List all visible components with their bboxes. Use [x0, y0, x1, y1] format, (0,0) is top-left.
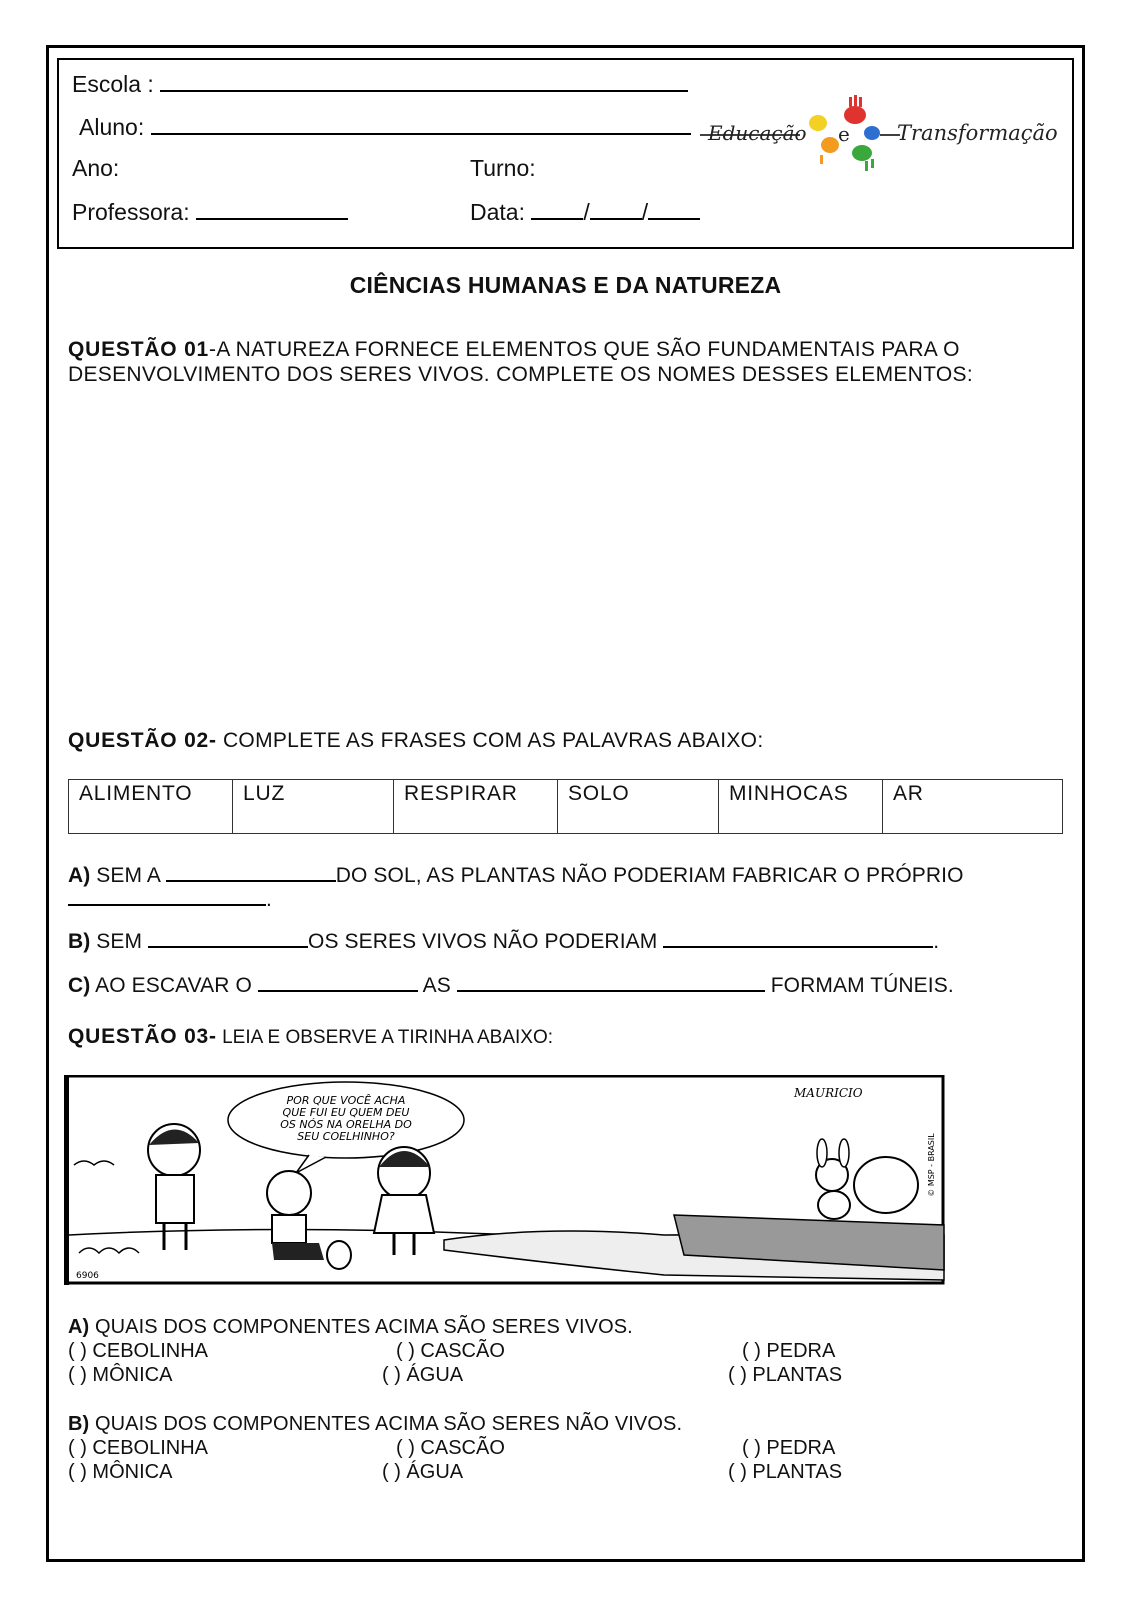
q3-a-option-cebolinha[interactable]: ( ) CEBOLINHA — [68, 1340, 209, 1362]
word-bank-row — [69, 780, 1063, 834]
q3-item-b — [68, 1413, 682, 1436]
shift-label: Turno: — [470, 155, 536, 181]
q3-a-label: A) — [68, 1316, 90, 1338]
logo-text-mid: e — [838, 122, 850, 146]
school-field[interactable] — [72, 70, 688, 98]
word-cell: RESPIRAR — [394, 780, 558, 834]
q2-a-label: A) — [68, 864, 91, 887]
q1-label: QUESTÃO 01 — [68, 338, 210, 361]
word-bank-table — [68, 779, 1063, 834]
comic-signature: MAURICIO — [794, 1086, 863, 1100]
logo-text-left: Educação — [708, 121, 807, 145]
q3-text: LEIA E OBSERVE A TIRINHA ABAIXO: — [216, 1027, 554, 1048]
q2-a-end: . — [266, 888, 272, 911]
q3-label: QUESTÃO 03- — [68, 1025, 217, 1048]
q3-b-option-plantas[interactable]: ( ) PLANTAS — [728, 1461, 843, 1483]
q3-a-text: QUAIS DOS COMPONENTES ACIMA SÃO SERES VIVOS. — [89, 1316, 633, 1338]
q2-a-text: DO SOL, AS PLANTAS NÃO PODERIAM FABRICAR O PRÓPRIO — [335, 864, 964, 887]
speech-line: QUE FUI EU QUEM DEU — [282, 1106, 410, 1119]
teacher-label: Professora: — [72, 199, 190, 225]
q2-c-blank-1[interactable] — [258, 970, 418, 992]
q2-c-blank-2[interactable] — [457, 970, 765, 992]
q3-item-a — [68, 1316, 633, 1339]
date-slash: / — [583, 199, 590, 225]
comic-strip — [64, 1075, 964, 1285]
speech-line: OS NÓS NA ORELHA DO — [280, 1118, 412, 1131]
q2-item-a-cont — [68, 884, 272, 912]
q2-item-c — [68, 970, 954, 998]
q2-label: QUESTÃO 02- — [68, 729, 217, 752]
question-02 — [68, 728, 763, 753]
q2-b-end: . — [933, 930, 940, 953]
q3-a-option-cascao[interactable]: ( ) CASCÃO — [396, 1340, 505, 1362]
comic-copyright: © MSP - BRASIL — [927, 1133, 936, 1197]
q2-b-text: SEM — [90, 930, 143, 953]
teacher-blank[interactable] — [196, 198, 348, 220]
speech-line: SEU COELHINHO? — [297, 1130, 395, 1143]
date-day-blank[interactable] — [531, 198, 583, 220]
rock — [854, 1157, 918, 1213]
comic-number: 6906 — [76, 1271, 99, 1281]
q3-b-option-cebolinha[interactable]: ( ) CEBOLINHA — [68, 1437, 209, 1459]
q2-b-label: B) — [68, 930, 91, 953]
q2-c-label: C) — [68, 974, 91, 997]
student-field[interactable] — [79, 113, 691, 141]
q2-b-blank-1[interactable] — [148, 926, 308, 948]
date-month-blank[interactable] — [590, 198, 642, 220]
q2-a-text: SEM A — [90, 864, 160, 887]
question-01 — [68, 337, 1028, 387]
student-label: Aluno: — [79, 114, 145, 140]
date-label: Data: — [470, 199, 525, 225]
logo — [700, 93, 1080, 179]
date-slash: / — [641, 199, 649, 225]
year-label: Ano: — [72, 155, 120, 181]
logo-text-right: Transformação — [897, 121, 1058, 145]
q2-b-blank-2[interactable] — [663, 926, 933, 948]
q3-a-option-pedra[interactable]: ( ) PEDRA — [742, 1340, 836, 1362]
q3-a-option-agua[interactable]: ( ) ÁGUA — [382, 1364, 464, 1386]
q3-b-option-pedra[interactable]: ( ) PEDRA — [742, 1437, 836, 1459]
word-cell: ALIMENTO — [69, 780, 233, 834]
q3-a-option-monica[interactable]: ( ) MÔNICA — [68, 1364, 173, 1386]
q2-c-text: FORMAM TÚNEIS. — [770, 974, 954, 997]
question-03 — [68, 1024, 553, 1050]
page-title: CIÊNCIAS HUMANAS E DA NATUREZA — [349, 272, 782, 298]
speech-line: POR QUE VOCÊ ACHA — [286, 1094, 406, 1107]
school-blank[interactable] — [160, 70, 688, 92]
student-blank[interactable] — [151, 113, 691, 135]
q1-text: -A NATUREZA FORNECE ELEMENTOS QUE SÃO FUNDAMENTAIS PARA O DESENVOLVIMENTO DOS SERES VIVOS. COMPLETE OS NOMES DESSES ELEMENTOS: — [68, 338, 973, 386]
q2-a-blank-2[interactable] — [68, 884, 266, 906]
teacher-field[interactable] — [72, 198, 348, 226]
q2-text: COMPLETE AS FRASES COM AS PALAVRAS ABAIXO: — [216, 729, 764, 752]
q2-c-text: AO ESCAVAR O — [90, 974, 252, 997]
q3-b-option-monica[interactable]: ( ) MÔNICA — [68, 1461, 173, 1483]
date-year-blank[interactable] — [648, 198, 700, 220]
q3-b-option-agua[interactable]: ( ) ÁGUA — [382, 1461, 464, 1483]
q3-b-option-cascao[interactable]: ( ) CASCÃO — [396, 1437, 505, 1459]
q2-a-blank-1[interactable] — [166, 860, 336, 882]
word-cell: SOLO — [558, 780, 719, 834]
q2-b-text: OS SERES VIVOS NÃO PODERIAM — [308, 930, 658, 953]
school-label: Escola : — [72, 71, 154, 97]
q2-c-text: AS — [422, 974, 451, 997]
word-cell: AR — [883, 780, 1063, 834]
date-field[interactable] — [470, 198, 700, 226]
q3-b-label: B) — [68, 1413, 90, 1435]
word-cell: MINHOCAS — [719, 780, 883, 834]
q3-b-text: QUAIS DOS COMPONENTES ACIMA SÃO SERES NÃO VIVOS. — [89, 1413, 683, 1435]
q3-a-option-plantas[interactable]: ( ) PLANTAS — [728, 1364, 843, 1386]
q2-item-b — [68, 926, 939, 954]
word-cell: LUZ — [233, 780, 394, 834]
